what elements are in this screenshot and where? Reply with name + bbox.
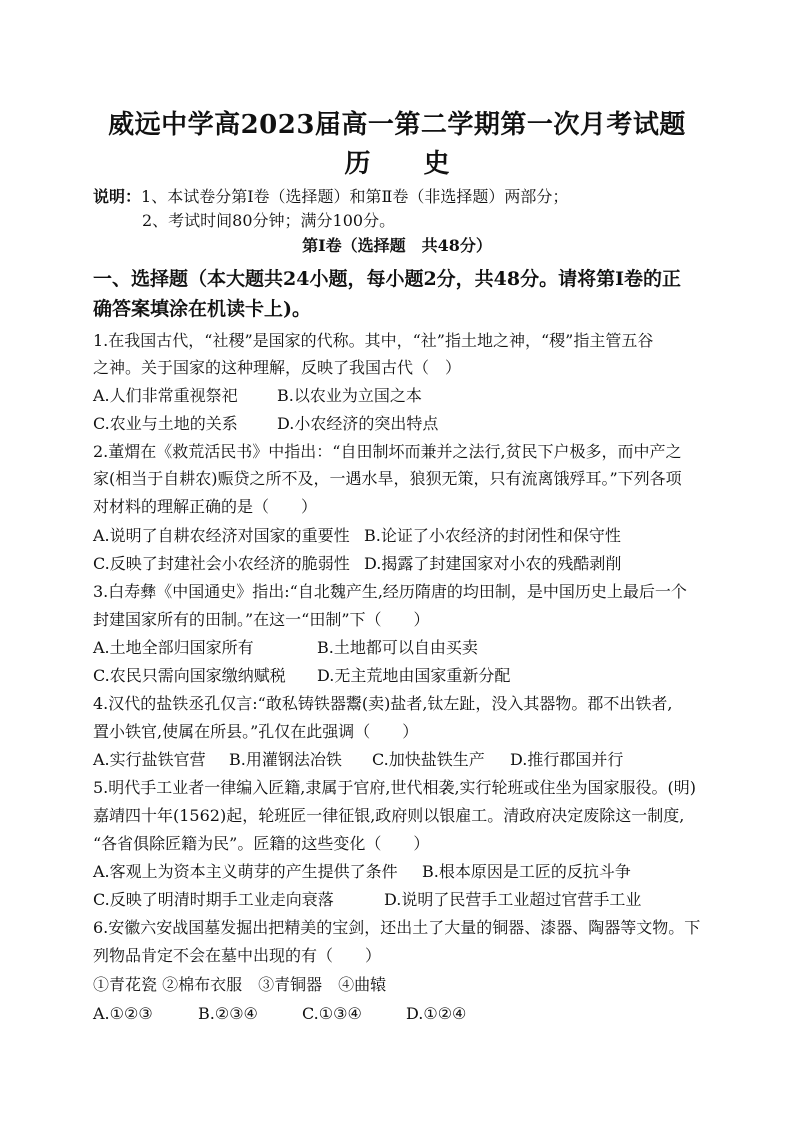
q2-option-d: D.揭露了封建国家对小农的残酷剥削 (364, 554, 622, 573)
q4-option-b: B.用灌钢法冶铁 (229, 750, 342, 769)
section-heading-line-1: 一、选择题（本大题共24小题，每小题2分，共48分。请将第Ⅰ卷的正 (93, 268, 681, 290)
q5-stem-line-2: 嘉靖四十年(1562)起，轮班匠一律征银,政府则以银雇工。清政府决定废除这一制度, (93, 806, 685, 825)
q1-option-d: D.小农经济的突出特点 (277, 414, 439, 433)
q2-stem-line-1: 2.董煟在《救荒活民书》中指出：“自田制坏而兼并之法行,贫民下户极多，而中产之 (93, 442, 682, 461)
q4-stem-line-1: 4.汉代的盐铁丞孔仅言:“敢私铸铁器鬻(卖)盐者,钛左趾，没入其器物。郡不出铁者, (93, 694, 673, 713)
q5-option-a: A.客观上为资本主义萌芽的产生提供了条件 (93, 862, 398, 881)
q5-option-b: B.根本原因是工匠的反抗斗争 (422, 862, 631, 881)
section-heading-line-2: 确答案填涂在机读卡上)。 (93, 298, 311, 320)
q3-option-d: D.无主荒地由国家重新分配 (317, 666, 511, 685)
q6-option-b: B.②③④ (198, 1004, 258, 1023)
q4-option-d: D.推行郡国并行 (510, 750, 624, 769)
q2-option-a: A.说明了自耕农经济对国家的重要性 (93, 526, 350, 545)
q4-option-a: A.实行盐铁官营 (93, 750, 206, 769)
q4-stem-line-2: 置小铁官,使属在所县。”孔仅在此强调（ ） (93, 722, 419, 741)
q1-option-c: C.农业与土地的关系 (93, 414, 238, 433)
q1-stem-line-2: 之神。关于国家的这种理解，反映了我国古代（ ） (93, 358, 462, 377)
part1-title: 第Ⅰ卷（选择题 共48分） (302, 236, 492, 255)
subject-char-2: 史 (423, 149, 450, 179)
subject-char-1: 历 (344, 149, 371, 179)
instructions-label: 说明： (93, 187, 142, 206)
q3-stem-line-2: 封建国家所有的田制。”在这一“田制”下（ ） (93, 610, 430, 629)
q2-option-c: C.反映了封建社会小农经济的脆弱性 (93, 554, 350, 573)
q6-option-a: A.①②③ (93, 1004, 153, 1023)
q4-option-c: C.加快盐铁生产 (372, 750, 485, 769)
q1-option-a: A.人们非常重视祭祀 (93, 386, 238, 405)
q2-stem-line-3: 对材料的理解正确的是（ ） (93, 497, 318, 516)
q3-stem-line-1: 3.白寿彝《中国通史》指出:“自北魏产生,经历隋唐的均田制，是中国历史上最后一个 (93, 582, 687, 601)
q2-option-b: B.论证了小农经济的封闭性和保守性 (364, 526, 621, 545)
q6-items: ①青花瓷 ②棉布衣服 ③青铜器 ④曲辕 (93, 975, 387, 994)
q6-option-d: D.①②④ (406, 1004, 467, 1023)
q2-stem-line-2: 家(相当于自耕农)赈贷之所不及，一遇水旱，狼狈无策，只有流离饿殍耳。”下列各项 (93, 469, 682, 488)
q6-stem-line-1: 6.安徽六安战国墓发掘出把精美的宝剑，还出土了大量的铜器、漆器、陶器等文物。下 (93, 918, 701, 937)
q6-option-c: C.①③④ (302, 1004, 362, 1023)
q1-option-b: B.以农业为立国之本 (277, 386, 422, 405)
q5-stem-line-3: “各省俱除匠籍为民”。匠籍的这些变化（ ） (93, 834, 430, 853)
q3-option-c: C.农民只需向国家缴纳赋税 (93, 666, 286, 685)
q6-stem-line-2: 列物品肯定不会在墓中出现的有（ ） (93, 946, 382, 965)
exam-title: 威远中学高2023届高一第二学期第一次月考试题 (108, 110, 686, 140)
q3-option-b: B.土地都可以自由买卖 (317, 638, 478, 657)
q3-option-a: A.土地全部归国家所有 (93, 638, 254, 657)
instruction-item-2: 2、考试时间80分钟；满分100分。 (142, 211, 396, 230)
subject-title (0, 143, 794, 180)
q1-stem-line-1: 1.在我国古代，“社稷”是国家的代称。其中，“社”指土地之神，“稷”指主管五谷 (93, 331, 654, 350)
instruction-item-1: 1、本试卷分第Ⅰ卷（选择题）和第Ⅱ卷（非选择题）两部分； (141, 187, 569, 206)
q5-stem-line-1: 5.明代手工业者一律编入匠籍,隶属于官府,世代相袭,实行轮班或住坐为国家服役。(明) (93, 778, 697, 797)
instructions-line-1 (93, 187, 713, 207)
q5-option-d: D.说明了民营手工业超过官营手工业 (384, 890, 642, 909)
q5-option-c: C.反映了明清时期手工业走向衰落 (93, 890, 334, 909)
